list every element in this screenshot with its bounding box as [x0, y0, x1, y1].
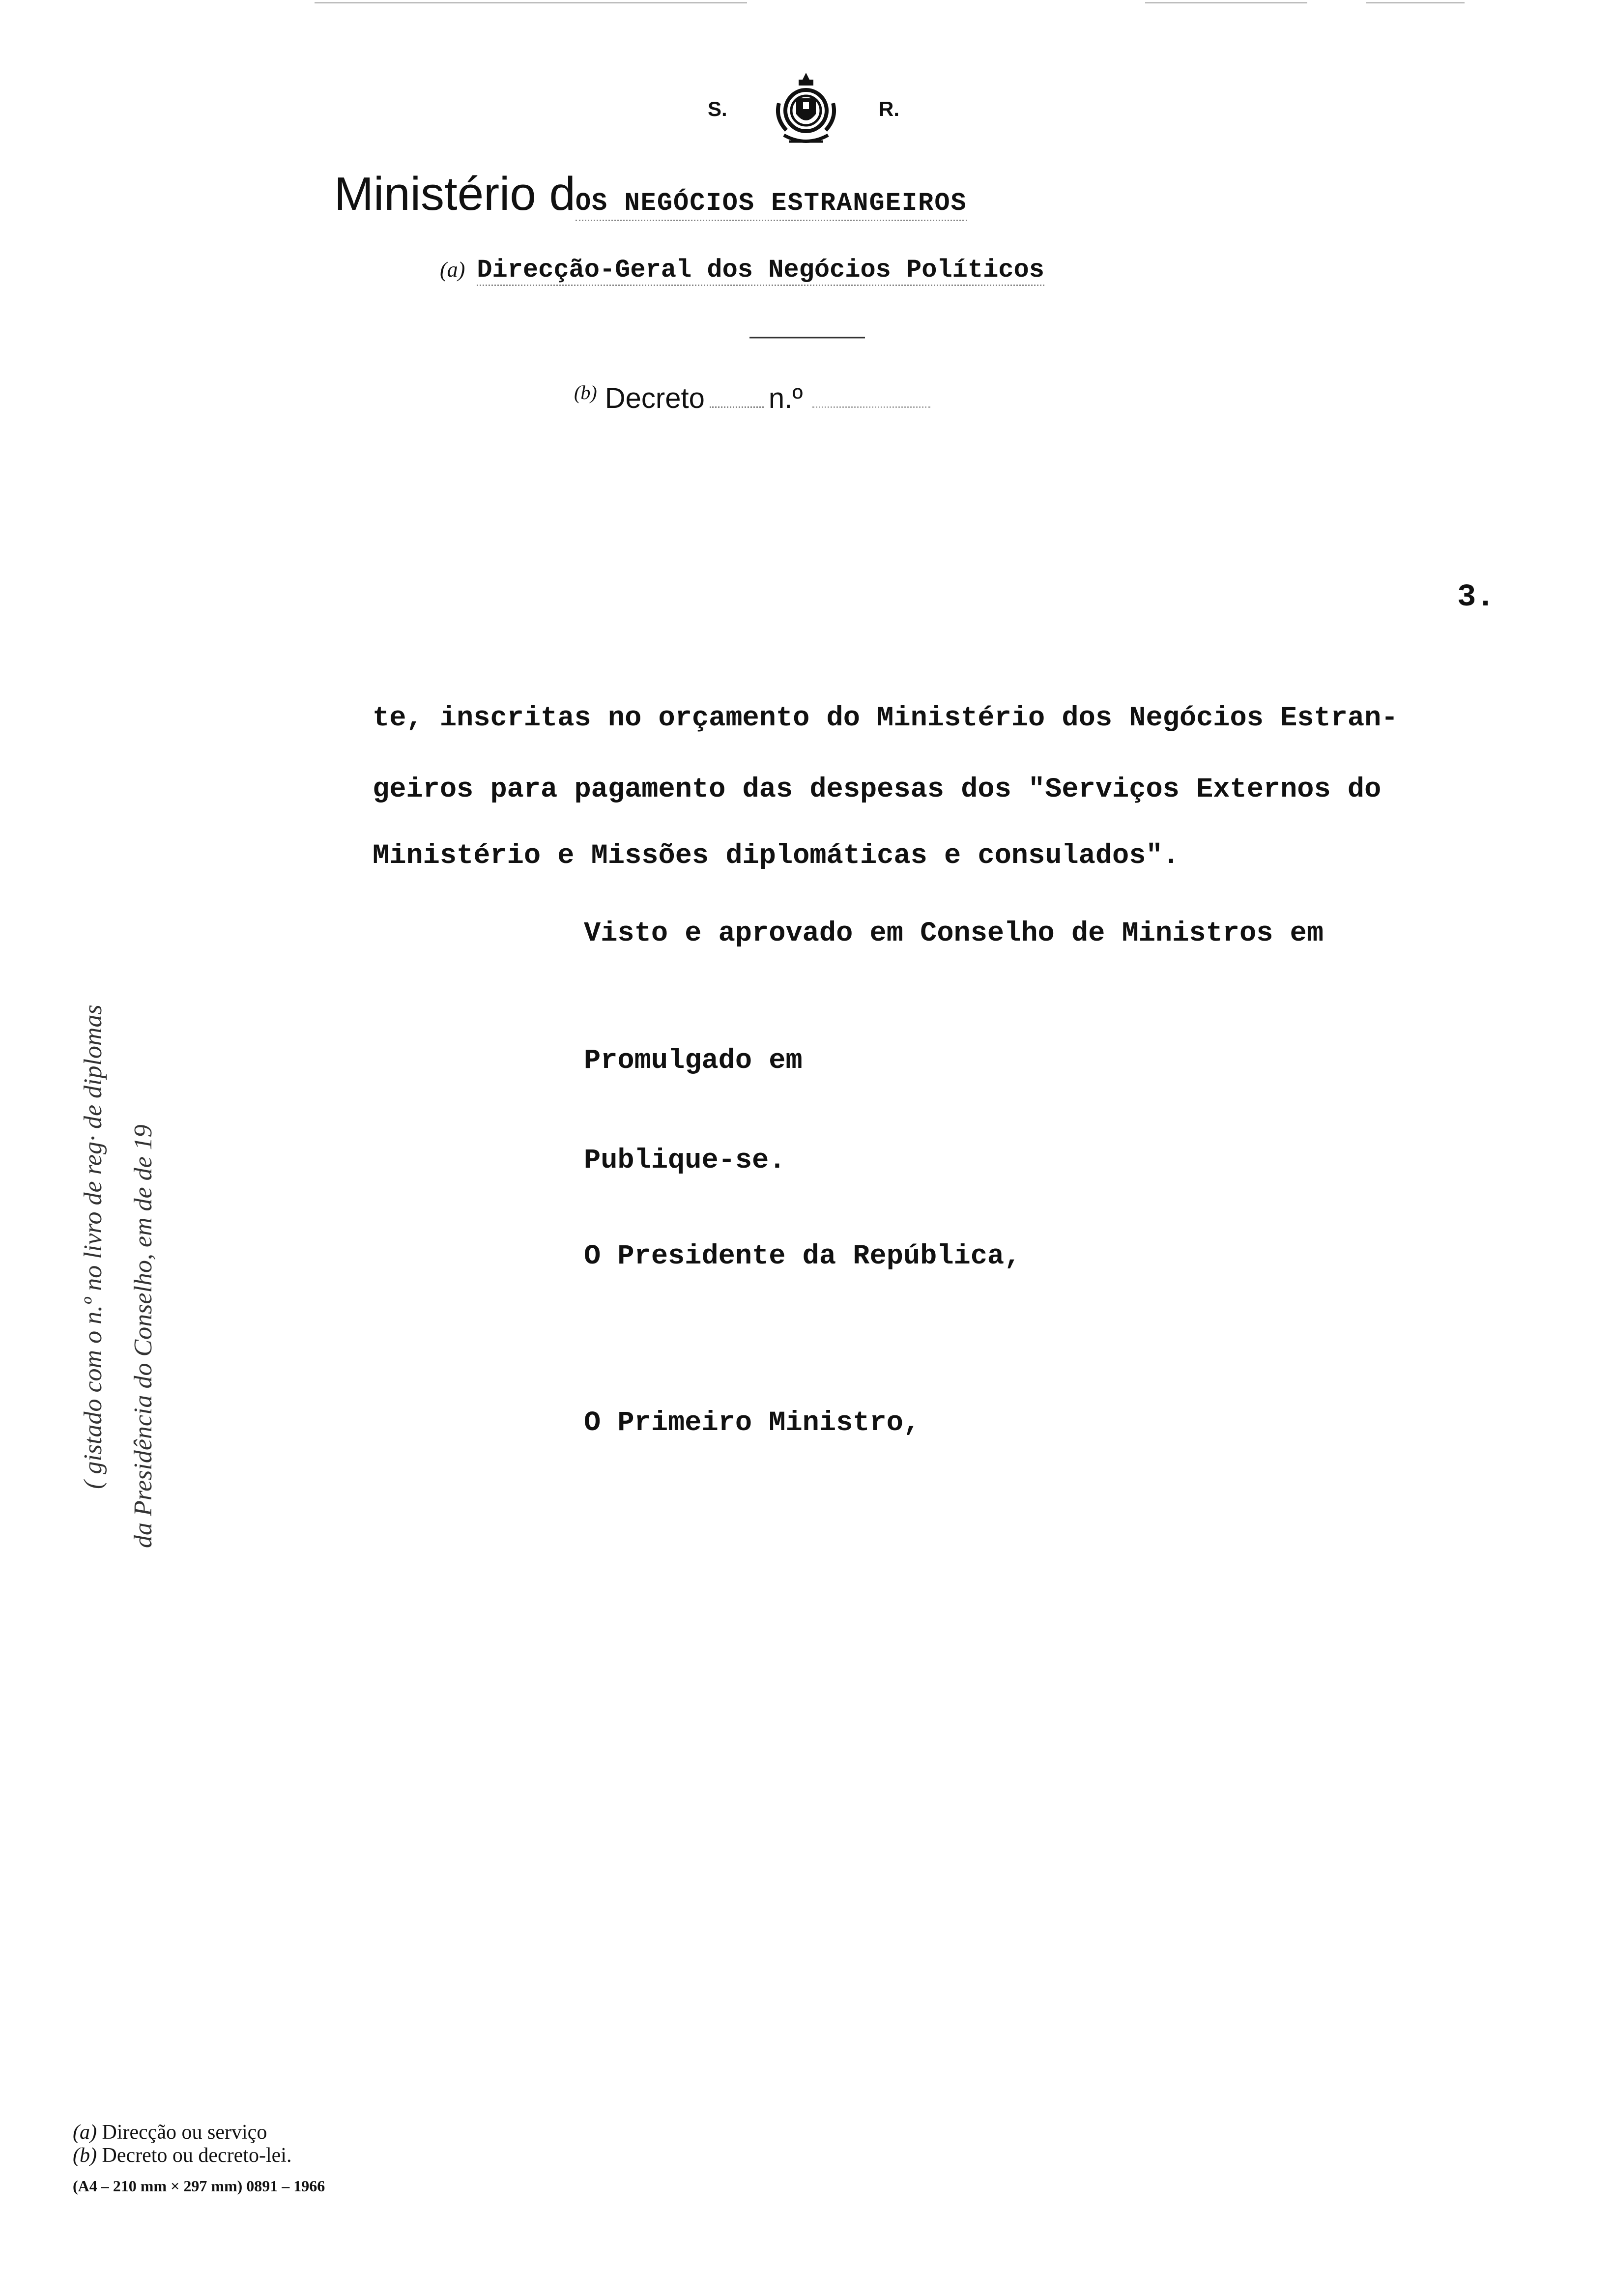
- department-name: Direcção-Geral dos Negócios Políticos: [477, 256, 1044, 286]
- promulgated-line: Promulgado em: [584, 1045, 803, 1077]
- body-line-3: Ministério e Missões diplomáticas e consulados".: [373, 840, 1180, 872]
- footnote-b-marker: (b): [73, 2144, 97, 2167]
- margin-registry-line-2: da Presidência do Conselho, em de de 19: [129, 1124, 157, 1548]
- footnote-a-marker: (a): [73, 2121, 97, 2144]
- prime-minister-line: O Primeiro Ministro,: [584, 1407, 921, 1439]
- header-letter-s: S.: [708, 97, 727, 120]
- footnote-a: [73, 2121, 267, 2144]
- body-line-2: geiros para pagamento das despesas dos "Serviços Externos do: [373, 774, 1382, 805]
- coat-of-arms-icon: [774, 69, 838, 152]
- page-number: 3.: [1457, 580, 1495, 615]
- decree-label: Decreto: [604, 382, 705, 414]
- scan-edge-line: [1145, 2, 1307, 3]
- ministry-prefix: Ministério d: [334, 168, 576, 220]
- decree-number-label: n.º: [768, 382, 803, 414]
- ministry-title: [334, 167, 967, 221]
- header-letter-r: R.: [879, 97, 899, 120]
- decree-number-blank: [812, 406, 930, 408]
- footnote-b: [73, 2144, 291, 2167]
- president-line: O Presidente da República,: [584, 1241, 1021, 1272]
- scan-edge-line: [315, 2, 747, 3]
- approval-line: Visto e aprovado em Conselho de Ministros em: [584, 918, 1324, 949]
- decree-blank: [710, 406, 764, 408]
- header-divider: [749, 336, 865, 339]
- footnote-b-text: Decreto ou decreto-lei.: [102, 2144, 292, 2167]
- decree-line: [574, 381, 930, 415]
- margin-registry-line-1: ( gistado com o n.º no livro de reg· de diplomas: [79, 1004, 107, 1489]
- footnote-a-text: Direcção ou serviço: [102, 2121, 267, 2144]
- publish-line: Publique-se.: [584, 1145, 786, 1177]
- form-code: (A4 – 210 mm × 297 mm) 0891 – 1966: [73, 2177, 325, 2195]
- ministry-name: OS NEGÓCIOS ESTRANGEIROS: [576, 189, 967, 221]
- department-marker: (a): [440, 258, 465, 282]
- body-line-1: te, inscritas no orçamento do Ministério dos Negócios Estran-: [373, 703, 1398, 734]
- decree-marker: (b): [574, 381, 597, 403]
- department-line: [440, 256, 1044, 285]
- scan-edge-line: [1366, 2, 1465, 3]
